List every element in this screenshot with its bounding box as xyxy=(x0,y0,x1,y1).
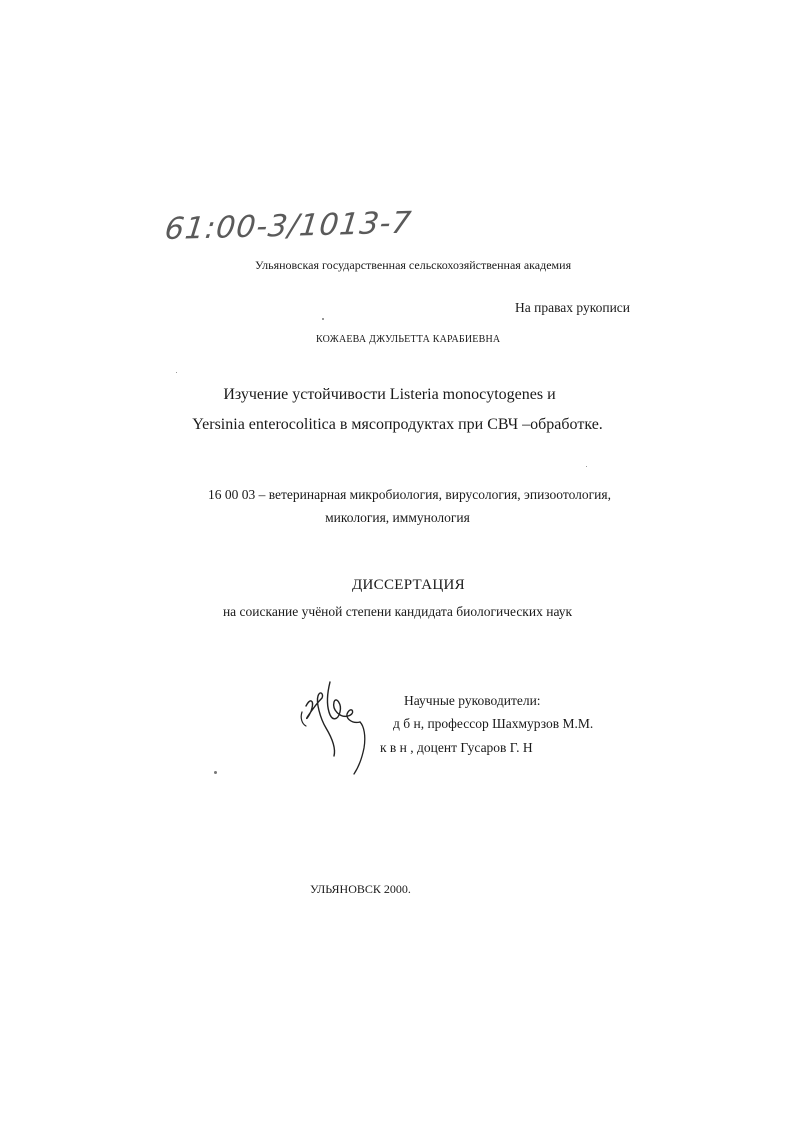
scan-speck xyxy=(214,771,217,774)
scan-speck xyxy=(322,318,324,320)
supervisor-first: д б н, профессор Шахмурзов М.М. xyxy=(393,716,594,731)
scan-speck xyxy=(586,466,587,467)
supervisor-second: к в н , доцент Гусаров Г. Н xyxy=(380,740,533,755)
document-type: ДИССЕРТАЦИЯ xyxy=(352,577,465,593)
signature-image xyxy=(296,672,396,776)
handwritten-archive-code: 61:00-3/1013-7 xyxy=(162,205,414,248)
supervisors-heading: Научные руководители: xyxy=(404,693,541,708)
author-name: КОЖАЕВА ДЖУЛЬЕТТА КАРАБИЕВНА xyxy=(316,334,501,345)
degree-description: на соискание учёной степени кандидата биологических наук xyxy=(222,604,573,619)
scan-speck xyxy=(176,372,177,373)
thesis-title-line-2: Yersinia enterocolitica в мясопродуктах при СВЧ –обработке. xyxy=(192,416,603,433)
specialty-line-2: микология, иммунология xyxy=(325,510,470,525)
city-and-year: УЛЬЯНОВСК 2000. xyxy=(310,882,411,896)
institution-name: Ульяновская государственная сельскохозяйственная академия xyxy=(255,258,572,272)
thesis-title-line-1: Изучение устойчивости Listeria monocytogenes и xyxy=(223,386,556,403)
manuscript-rights-note: На правах рукописи xyxy=(515,300,631,315)
specialty-line-1: 16 00 03 – ветеринарная микробиология, вирусология, эпизоотология, xyxy=(207,487,611,502)
